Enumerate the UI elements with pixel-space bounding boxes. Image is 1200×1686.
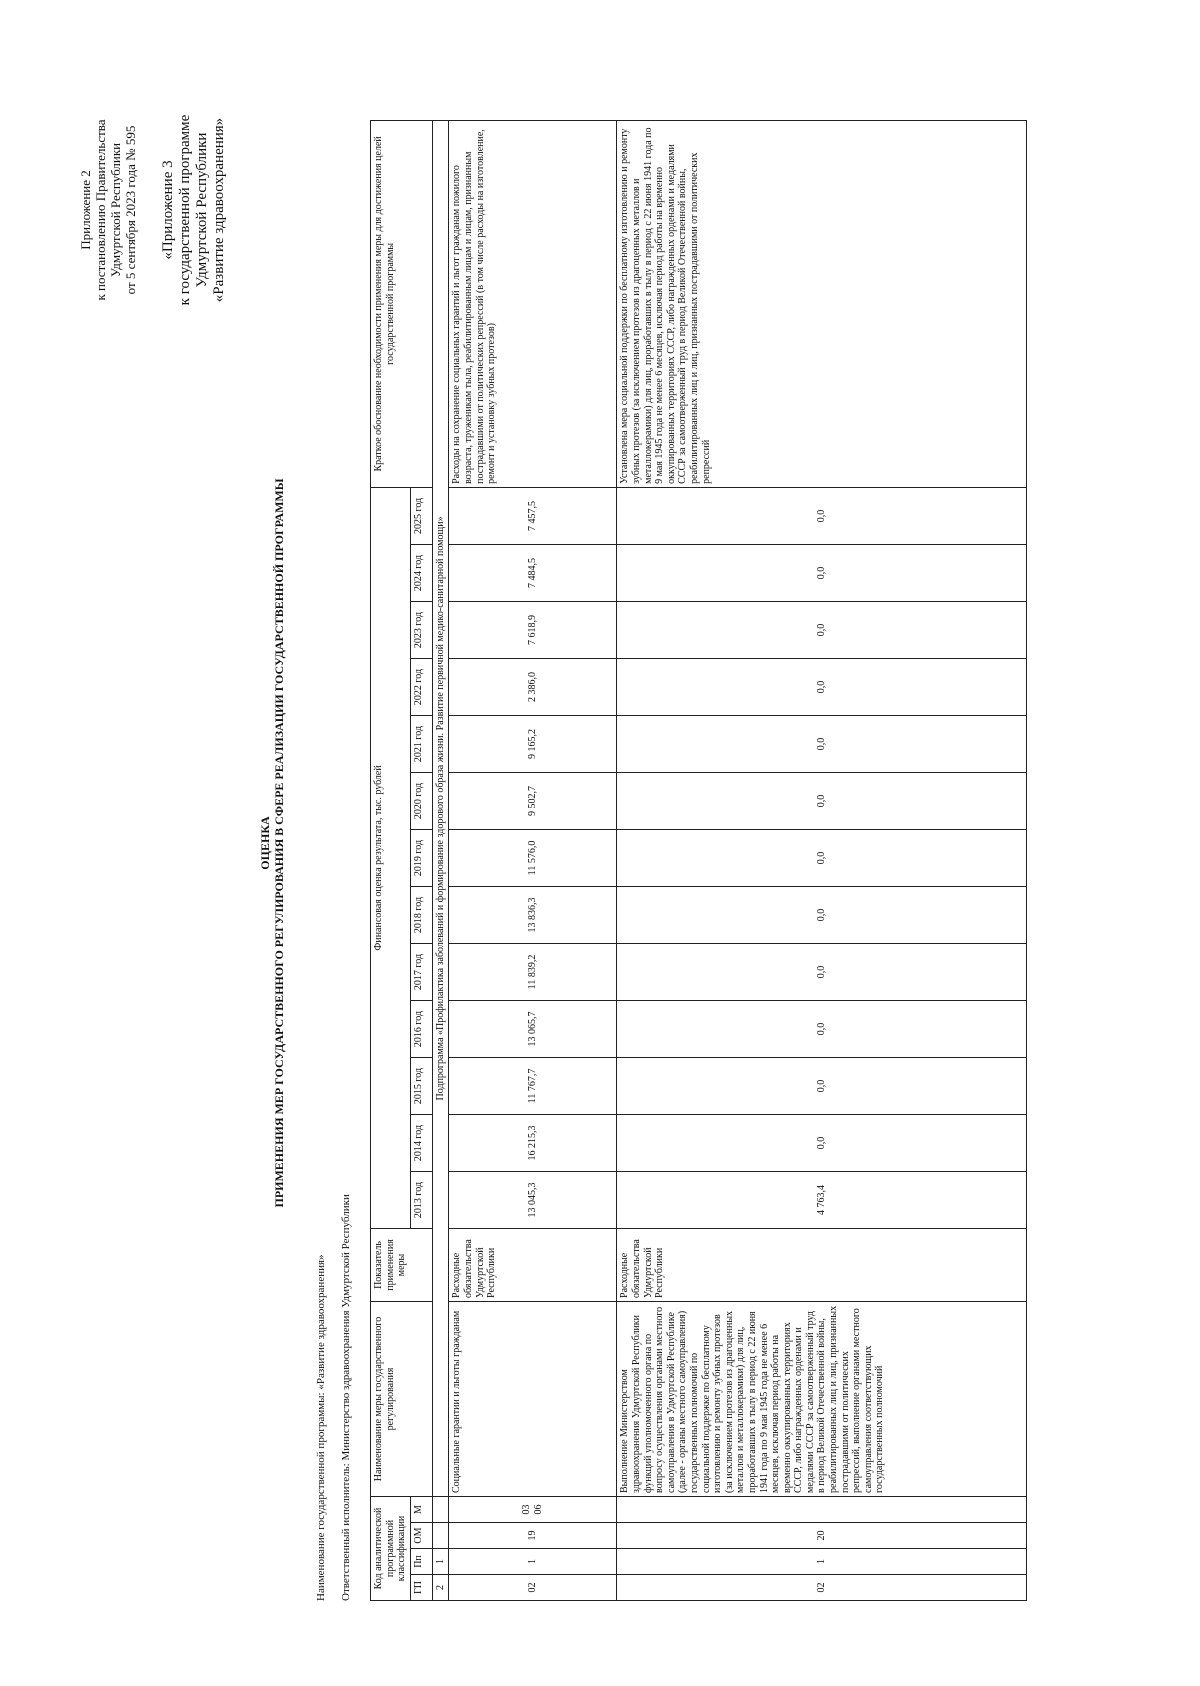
table-row — [449, 120, 617, 1600]
appendix-line: Приложение 2 — [78, 170, 93, 250]
row-value: 7 618,9 — [449, 601, 617, 658]
document-title — [258, 0, 286, 1686]
row-value: 0,0 — [617, 601, 1027, 658]
row-measure: Социальные гарантии и льготы гражданам — [449, 1301, 617, 1496]
row-indicator: Расходные обязательства Удмуртской Республики — [449, 1228, 617, 1301]
row-value: 0,0 — [617, 487, 1027, 544]
header-measure: Наименование меры государственного регулирования — [371, 1301, 433, 1496]
row-value: 9 165,2 — [449, 715, 617, 772]
appendix-line: «Приложение 3 — [160, 160, 176, 260]
appendix-line: «Развитие здравоохранения» — [211, 117, 227, 303]
appendix-line: Удмуртской Республики — [194, 132, 210, 288]
row-m: 03 06 — [449, 1496, 617, 1522]
row-value: 0,0 — [617, 1000, 1027, 1057]
header-m: М — [410, 1496, 432, 1522]
row-value: 0,0 — [617, 1057, 1027, 1114]
title-line-2: ПРИМЕНЕНИЯ МЕР ГОСУДАРСТВЕННОГО РЕГУЛИРОВАНИЯ В СФЕРЕ РЕАЛИЗАЦИИ ГОСУДАРСТВЕННОЙ ПРОГРАММЫ — [272, 478, 286, 1208]
header-year: 2018 год — [410, 886, 432, 943]
header-year: 2022 год — [410, 658, 432, 715]
row-value: 2 386,0 — [449, 658, 617, 715]
header-year: 2021 год — [410, 715, 432, 772]
header-gp: ГП — [410, 1575, 432, 1601]
responsible-executor: Ответственный исполнитель: Министерство здравоохранения Удмуртской Республики — [340, 1194, 352, 1601]
row-pp: 1 — [617, 1549, 1027, 1575]
header-finance: Финансовая оценка результата, тыс. рублей — [371, 487, 411, 1228]
header-year: 2013 год — [410, 1171, 432, 1228]
row-m — [617, 1496, 1027, 1522]
appendix-block — [78, 30, 228, 390]
appendix-line: от 5 сентября 2023 года № 595 — [123, 125, 138, 295]
header-year: 2016 год — [410, 1000, 432, 1057]
row-value: 0,0 — [617, 943, 1027, 1000]
row-value: 0,0 — [617, 544, 1027, 601]
header-year: 2020 год — [410, 772, 432, 829]
header-year: 2023 год — [410, 601, 432, 658]
header-year: 2024 год — [410, 544, 432, 601]
row-value: 7 484,5 — [449, 544, 617, 601]
header-om: ОМ — [410, 1523, 432, 1549]
row-value: 0,0 — [617, 829, 1027, 886]
row-indicator: Расходные обязательства Удмуртской Республики — [617, 1228, 1027, 1301]
row-value: 16 215,3 — [449, 1114, 617, 1171]
header-year: 2014 год — [410, 1114, 432, 1171]
row-value: 11 576,0 — [449, 829, 617, 886]
row-value: 0,0 — [617, 772, 1027, 829]
row-value: 0,0 — [617, 715, 1027, 772]
row-value: 9 502,7 — [449, 772, 617, 829]
header-year: 2025 год — [410, 487, 432, 544]
subprogram-gp: 2 — [432, 1575, 449, 1601]
table-row — [617, 120, 1027, 1600]
measures-table — [370, 120, 1027, 1601]
header-year: 2015 год — [410, 1057, 432, 1114]
row-pp: 1 — [449, 1549, 617, 1575]
row-value: 13 045,3 — [449, 1171, 617, 1228]
row-justification: Расходы на сохранение социальных гарантий и льгот гражданам пожилого возраста, труженикам тыла, реабилитированным лицам и лицам, признанным пострадавшими от политических репрессий (в том числе расходы на изготовление, ремонт и установку зубных протезов) — [449, 120, 617, 487]
appendix-line: Удмуртской Республики — [108, 142, 123, 278]
header-indicator: Показатель применения меры — [371, 1228, 433, 1301]
appendix-line: к государственной программе — [177, 114, 193, 306]
program-name: Наименование государственной программы: «Развитие здравоохранения» — [315, 1254, 327, 1601]
header-code: Код аналитической программной классификации — [371, 1496, 411, 1600]
row-value: 0,0 — [617, 886, 1027, 943]
row-value: 13 836,3 — [449, 886, 617, 943]
row-value: 7 457,5 — [449, 487, 617, 544]
row-measure: Выполнение Министерством здравоохранения Удмуртской Республики функций уполномоченного органа по вопросу осуществления органами местного самоуправления в Удмуртской Республике (далее - органы местного самоуправления) государственных полномочий по социальной поддержке по бесплатному изготовлению и ремонту зубных протезов (за исключением протезов из драгоценных металлов и металлокерамики) для лиц, проработавших в тылу в период с 22 июня 1941 года по 9 мая 1945 года не менее 6 месяцев, исключая период работы на временно оккупированных территориях СССР, либо награжденных орденами и медалями СССР за самоотверженный труд в период Великой Отечественной войны, реабилитированных лиц и лиц, признанных пострадавшими от политических репрессий, выполнение органами местного самоуправления соответствующих государственных полномочий — [617, 1301, 1027, 1496]
row-gp: 02 — [617, 1575, 1027, 1601]
row-justification: Установлена мера социальной поддержки по бесплатному изготовлению и ремонту зубных протезов (за исключением протезов из драгоценных металлов и металлокерамики) для лиц, проработавших в тылу в период с 22 июня 1941 года по 9 мая 1945 года не менее 6 месяцев, исключая период работы на временно оккупированных территориях СССР, либо награжденных орденами и медалями СССР за самоотверженный труд в период Великой Отечественной войны, реабилитированных лиц и лиц, признанных пострадавшими от политических репрессий — [617, 120, 1027, 487]
subprogram-title: Подпрограмма «Профилактика заболеваний и формирование здорового образа жизни. Развитие первичной медико-санитарной помощи» — [432, 120, 449, 1496]
row-value: 0,0 — [617, 658, 1027, 715]
row-om: 20 — [617, 1523, 1027, 1549]
row-value: 11 839,2 — [449, 943, 617, 1000]
appendix-line: к постановлению Правительства — [93, 119, 108, 301]
header-justification: Краткое обоснование необходимости применения меры для достижения целей государственной программы — [371, 120, 433, 487]
row-value: 4 763,4 — [617, 1171, 1027, 1228]
title-line-1: ОЦЕНКА — [258, 816, 272, 870]
row-gp: 02 — [449, 1575, 617, 1601]
row-om: 19 — [449, 1523, 617, 1549]
header-year: 2017 год — [410, 943, 432, 1000]
header-pp: Пп — [410, 1549, 432, 1575]
header-year: 2019 год — [410, 829, 432, 886]
subprogram-pp: 1 — [432, 1549, 449, 1575]
row-value: 13 065,7 — [449, 1000, 617, 1057]
row-value: 0,0 — [617, 1114, 1027, 1171]
row-value: 11 767,7 — [449, 1057, 617, 1114]
